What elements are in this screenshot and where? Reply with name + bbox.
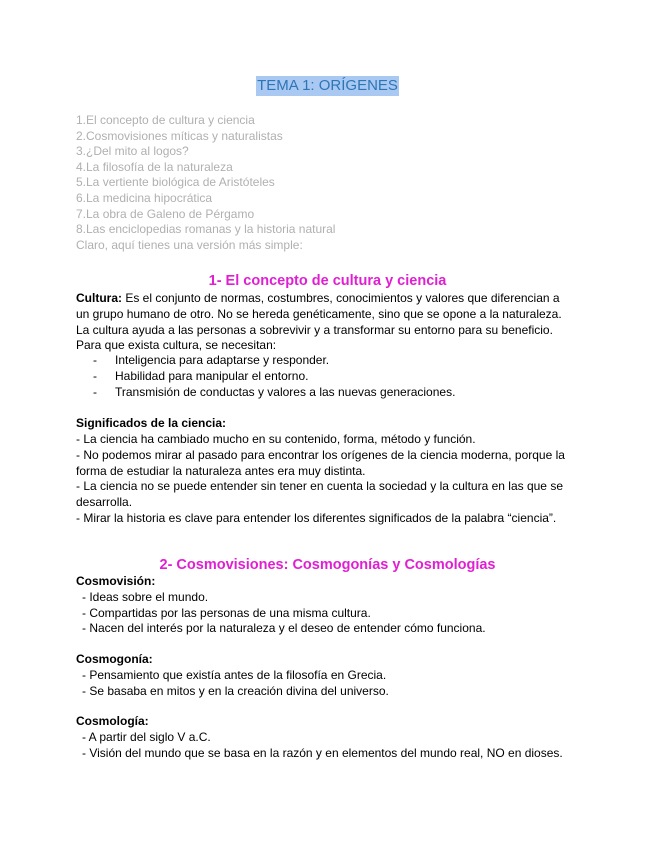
cultura-bullet-list [93, 353, 455, 400]
cosmogonia-list [82, 668, 389, 699]
list-item: - Visión del mundo que se basa en la razón y en elementos del mundo real, NO en dioses. [82, 745, 563, 760]
section1-heading: 1- El concepto de cultura y ciencia [208, 273, 447, 289]
list-item: - Ideas sobre el mundo. [82, 590, 209, 604]
toc-item: 8.Las enciclopedias romanas y la historia natural [76, 222, 336, 237]
cultura-paragraph [76, 291, 576, 354]
significados-label: Significados de la ciencia: [76, 416, 227, 430]
cosmovision-label: Cosmovisión: [76, 574, 156, 588]
toc-item: 6.La medicina hipocrática [76, 190, 213, 205]
toc-note: Claro, aquí tienes una versión más simple: [76, 237, 303, 252]
list-item: - Se basaba en mitos y en la creación divina del universo. [82, 683, 389, 698]
document-title: TEMA 1: ORÍGENES [257, 77, 398, 94]
section2-heading: 2- Cosmovisiones: Cosmogonías y Cosmologías [159, 557, 496, 573]
toc-item: 2.Cosmovisiones míticas y naturalistas [76, 128, 283, 143]
cosmologia-list [82, 730, 563, 761]
cultura-text: Es el conjunto de normas, costumbres, conocimientos y valores que diferencian a un grupo humano de otro. No se hereda genéticamente, sino que se opone a la naturaleza. La cultura ayuda a las personas a sobrevivir y a transformar su entorno para su beneficio. Para que exista cultura, se necesitan: [76, 291, 562, 353]
list-item [93, 353, 455, 369]
cosmogonia-label: Cosmogonía: [76, 652, 153, 666]
toc-item: 7.La obra de Galeno de Pérgamo [76, 206, 255, 221]
bullet-dash: - [93, 368, 97, 383]
toc-item: 4.La filosofía de la naturaleza [76, 159, 233, 174]
list-item: - Nacen del interés por la naturaleza y el deseo de entender cómo funciona. [82, 621, 486, 636]
list-item [93, 385, 455, 401]
list-item: - No podemos mirar al pasado para encontrar los orígenes de la ciencia moderna, porque la forma de estudiar la naturaleza antes era muy distinta. [76, 447, 565, 478]
title-container [0, 76, 655, 96]
toc-item: 5.La vertiente biológica de Aristóteles [76, 175, 275, 190]
list-item-text: Inteligencia para adaptarse y responder. [115, 353, 330, 367]
list-item: - La ciencia no se puede entender sin tener en cuenta la sociedad y la cultura en las que se desarrolla. [76, 479, 563, 510]
list-item: - Mirar la historia es clave para entender los diferentes significados de la palabra “ciencia”. [76, 510, 557, 525]
table-of-contents [76, 113, 335, 253]
list-item: - La ciencia ha cambiado mucho en su contenido, forma, método y función. [76, 432, 476, 446]
list-item-text: Transmisión de conductas y valores a las nuevas generaciones. [115, 384, 456, 399]
list-item: - Compartidas por las personas de una misma cultura. [82, 605, 371, 620]
significados-list [76, 432, 576, 527]
cosmologia-label: Cosmología: [76, 714, 149, 728]
list-item-text: Habilidad para manipular el entorno. [115, 368, 309, 383]
cosmovision-list [82, 590, 486, 637]
bullet-dash: - [93, 384, 97, 399]
list-item: - A partir del siglo V a.C. [82, 730, 211, 744]
bullet-dash: - [93, 353, 97, 367]
list-item [93, 369, 455, 385]
list-item: - Pensamiento que existía antes de la filosofía en Grecia. [82, 668, 387, 682]
toc-item: 1.El concepto de cultura y ciencia [76, 113, 255, 127]
toc-item: 3.¿Del mito al logos? [76, 144, 189, 159]
cultura-label: Cultura: [76, 291, 122, 305]
